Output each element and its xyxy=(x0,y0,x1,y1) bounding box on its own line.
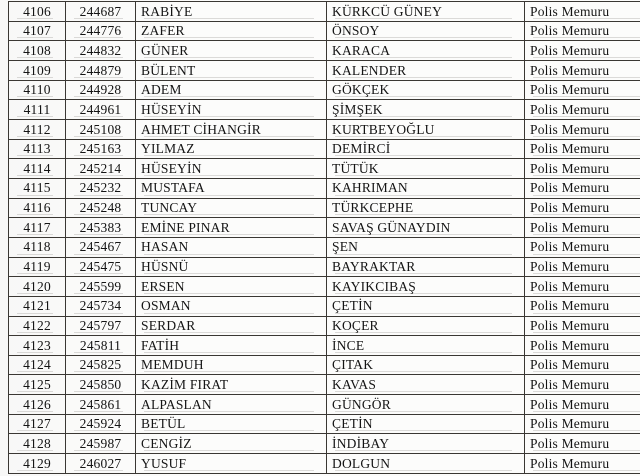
cell-no: 4107 xyxy=(9,21,66,41)
cell-title: Polis Memuru xyxy=(525,80,640,100)
cell-no: 4123 xyxy=(9,336,66,356)
cell-id: 245163 xyxy=(66,139,136,159)
cell-id: 245383 xyxy=(66,218,136,238)
cell-first-name: BÜLENT xyxy=(136,60,327,80)
table-row xyxy=(9,257,640,277)
cell-id: 245987 xyxy=(66,434,136,454)
cell-id: 245734 xyxy=(66,296,136,316)
cell-last-name: ÇETİN xyxy=(327,414,525,434)
cell-title: Polis Memuru xyxy=(525,21,640,41)
cell-last-name: BAYRAKTAR xyxy=(327,257,525,277)
table-row xyxy=(9,454,640,474)
cell-no: 4125 xyxy=(9,375,66,395)
cell-first-name: BETÜL xyxy=(136,414,327,434)
table-row xyxy=(9,41,640,61)
cell-last-name: ÖNSOY xyxy=(327,21,525,41)
cell-id: 244928 xyxy=(66,80,136,100)
cell-title: Polis Memuru xyxy=(525,434,640,454)
cell-no: 4122 xyxy=(9,316,66,336)
cell-title: Polis Memuru xyxy=(525,100,640,120)
cell-first-name: GÜNER xyxy=(136,41,327,61)
cell-first-name: ERSEN xyxy=(136,277,327,297)
cell-id: 245599 xyxy=(66,277,136,297)
table-row xyxy=(9,296,640,316)
table-row xyxy=(9,119,640,139)
cell-title: Polis Memuru xyxy=(525,159,640,179)
table-row xyxy=(9,355,640,375)
cell-id: 245467 xyxy=(66,237,136,257)
cell-no: 4118 xyxy=(9,237,66,257)
table-row xyxy=(9,80,640,100)
personnel-table-body xyxy=(9,2,640,474)
cell-first-name: AHMET CİHANGİR xyxy=(136,119,327,139)
cell-last-name: KÜRKCÜ GÜNEY xyxy=(327,2,525,22)
table-row xyxy=(9,21,640,41)
cell-last-name: GÖKÇEK xyxy=(327,80,525,100)
cell-id: 245214 xyxy=(66,159,136,179)
cell-first-name: HASAN xyxy=(136,237,327,257)
cell-id: 245475 xyxy=(66,257,136,277)
cell-id: 244879 xyxy=(66,60,136,80)
cell-title: Polis Memuru xyxy=(525,336,640,356)
cell-first-name: MEMDUH xyxy=(136,355,327,375)
cell-id: 245825 xyxy=(66,355,136,375)
cell-id: 245108 xyxy=(66,119,136,139)
table-row xyxy=(9,2,640,22)
cell-no: 4119 xyxy=(9,257,66,277)
cell-title: Polis Memuru xyxy=(525,139,640,159)
cell-title: Polis Memuru xyxy=(525,454,640,474)
cell-no: 4121 xyxy=(9,296,66,316)
cell-title: Polis Memuru xyxy=(525,119,640,139)
table-row xyxy=(9,198,640,218)
cell-title: Polis Memuru xyxy=(525,198,640,218)
table-row xyxy=(9,139,640,159)
cell-first-name: YILMAZ xyxy=(136,139,327,159)
cell-title: Polis Memuru xyxy=(525,60,640,80)
cell-id: 245811 xyxy=(66,336,136,356)
personnel-table xyxy=(8,1,640,474)
cell-title: Polis Memuru xyxy=(525,375,640,395)
table-row xyxy=(9,100,640,120)
cell-last-name: TÜTÜK xyxy=(327,159,525,179)
cell-first-name: HÜSNÜ xyxy=(136,257,327,277)
cell-first-name: KAZİM FIRAT xyxy=(136,375,327,395)
cell-no: 4120 xyxy=(9,277,66,297)
cell-first-name: EMİNE PINAR xyxy=(136,218,327,238)
cell-first-name: TUNCAY xyxy=(136,198,327,218)
cell-title: Polis Memuru xyxy=(525,41,640,61)
table-row xyxy=(9,375,640,395)
cell-no: 4109 xyxy=(9,60,66,80)
cell-title: Polis Memuru xyxy=(525,395,640,415)
cell-first-name: HÜSEYİN xyxy=(136,100,327,120)
cell-id: 244776 xyxy=(66,21,136,41)
cell-title: Polis Memuru xyxy=(525,218,640,238)
table-row xyxy=(9,159,640,179)
cell-first-name: HÜSEYİN xyxy=(136,159,327,179)
cell-first-name: ADEM xyxy=(136,80,327,100)
cell-last-name: ŞİMŞEK xyxy=(327,100,525,120)
cell-no: 4106 xyxy=(9,2,66,22)
table-row xyxy=(9,414,640,434)
cell-no: 4115 xyxy=(9,178,66,198)
cell-last-name: KARACA xyxy=(327,41,525,61)
cell-last-name: KAYIKCIBAŞ xyxy=(327,277,525,297)
cell-last-name: SAVAŞ GÜNAYDIN xyxy=(327,218,525,238)
cell-last-name: GÜNGÖR xyxy=(327,395,525,415)
cell-title: Polis Memuru xyxy=(525,414,640,434)
cell-no: 4108 xyxy=(9,41,66,61)
cell-id: 245232 xyxy=(66,178,136,198)
cell-no: 4126 xyxy=(9,395,66,415)
table-row xyxy=(9,395,640,415)
cell-title: Polis Memuru xyxy=(525,178,640,198)
cell-last-name: ÇITAK xyxy=(327,355,525,375)
cell-title: Polis Memuru xyxy=(525,277,640,297)
cell-no: 4127 xyxy=(9,414,66,434)
cell-last-name: İNCE xyxy=(327,336,525,356)
cell-last-name: KOÇER xyxy=(327,316,525,336)
cell-title: Polis Memuru xyxy=(525,257,640,277)
cell-first-name: CENGİZ xyxy=(136,434,327,454)
cell-no: 4113 xyxy=(9,139,66,159)
cell-last-name: DOLGUN xyxy=(327,454,525,474)
table-row xyxy=(9,237,640,257)
cell-id: 244687 xyxy=(66,2,136,22)
cell-title: Polis Memuru xyxy=(525,316,640,336)
cell-last-name: KAVAS xyxy=(327,375,525,395)
table-row xyxy=(9,60,640,80)
cell-first-name: ZAFER xyxy=(136,21,327,41)
cell-no: 4111 xyxy=(9,100,66,120)
cell-last-name: DEMİRCİ xyxy=(327,139,525,159)
cell-id: 245248 xyxy=(66,198,136,218)
cell-no: 4110 xyxy=(9,80,66,100)
cell-first-name: RABİYE xyxy=(136,2,327,22)
table-row xyxy=(9,277,640,297)
cell-id: 244832 xyxy=(66,41,136,61)
table-row xyxy=(9,218,640,238)
cell-first-name: OSMAN xyxy=(136,296,327,316)
cell-last-name: KURTBEYOĞLU xyxy=(327,119,525,139)
cell-id: 245861 xyxy=(66,395,136,415)
cell-title: Polis Memuru xyxy=(525,355,640,375)
cell-id: 245797 xyxy=(66,316,136,336)
cell-first-name: FATİH xyxy=(136,336,327,356)
cell-first-name: SERDAR xyxy=(136,316,327,336)
table-row xyxy=(9,178,640,198)
table-row xyxy=(9,434,640,454)
cell-no: 4117 xyxy=(9,218,66,238)
cell-last-name: İNDİBAY xyxy=(327,434,525,454)
cell-no: 4114 xyxy=(9,159,66,179)
cell-title: Polis Memuru xyxy=(525,237,640,257)
cell-id: 246027 xyxy=(66,454,136,474)
cell-no: 4129 xyxy=(9,454,66,474)
cell-last-name: KAHRIMAN xyxy=(327,178,525,198)
cell-last-name: KALENDER xyxy=(327,60,525,80)
cell-first-name: MUSTAFA xyxy=(136,178,327,198)
cell-no: 4116 xyxy=(9,198,66,218)
cell-title: Polis Memuru xyxy=(525,2,640,22)
cell-id: 245924 xyxy=(66,414,136,434)
table-row xyxy=(9,316,640,336)
cell-last-name: TÜRKCEPHE xyxy=(327,198,525,218)
cell-no: 4128 xyxy=(9,434,66,454)
cell-id: 244961 xyxy=(66,100,136,120)
cell-last-name: ŞEN xyxy=(327,237,525,257)
cell-first-name: YUSUF xyxy=(136,454,327,474)
cell-first-name: ALPASLAN xyxy=(136,395,327,415)
cell-no: 4112 xyxy=(9,119,66,139)
cell-no: 4124 xyxy=(9,355,66,375)
cell-title: Polis Memuru xyxy=(525,296,640,316)
cell-id: 245850 xyxy=(66,375,136,395)
cell-last-name: ÇETİN xyxy=(327,296,525,316)
table-row xyxy=(9,336,640,356)
